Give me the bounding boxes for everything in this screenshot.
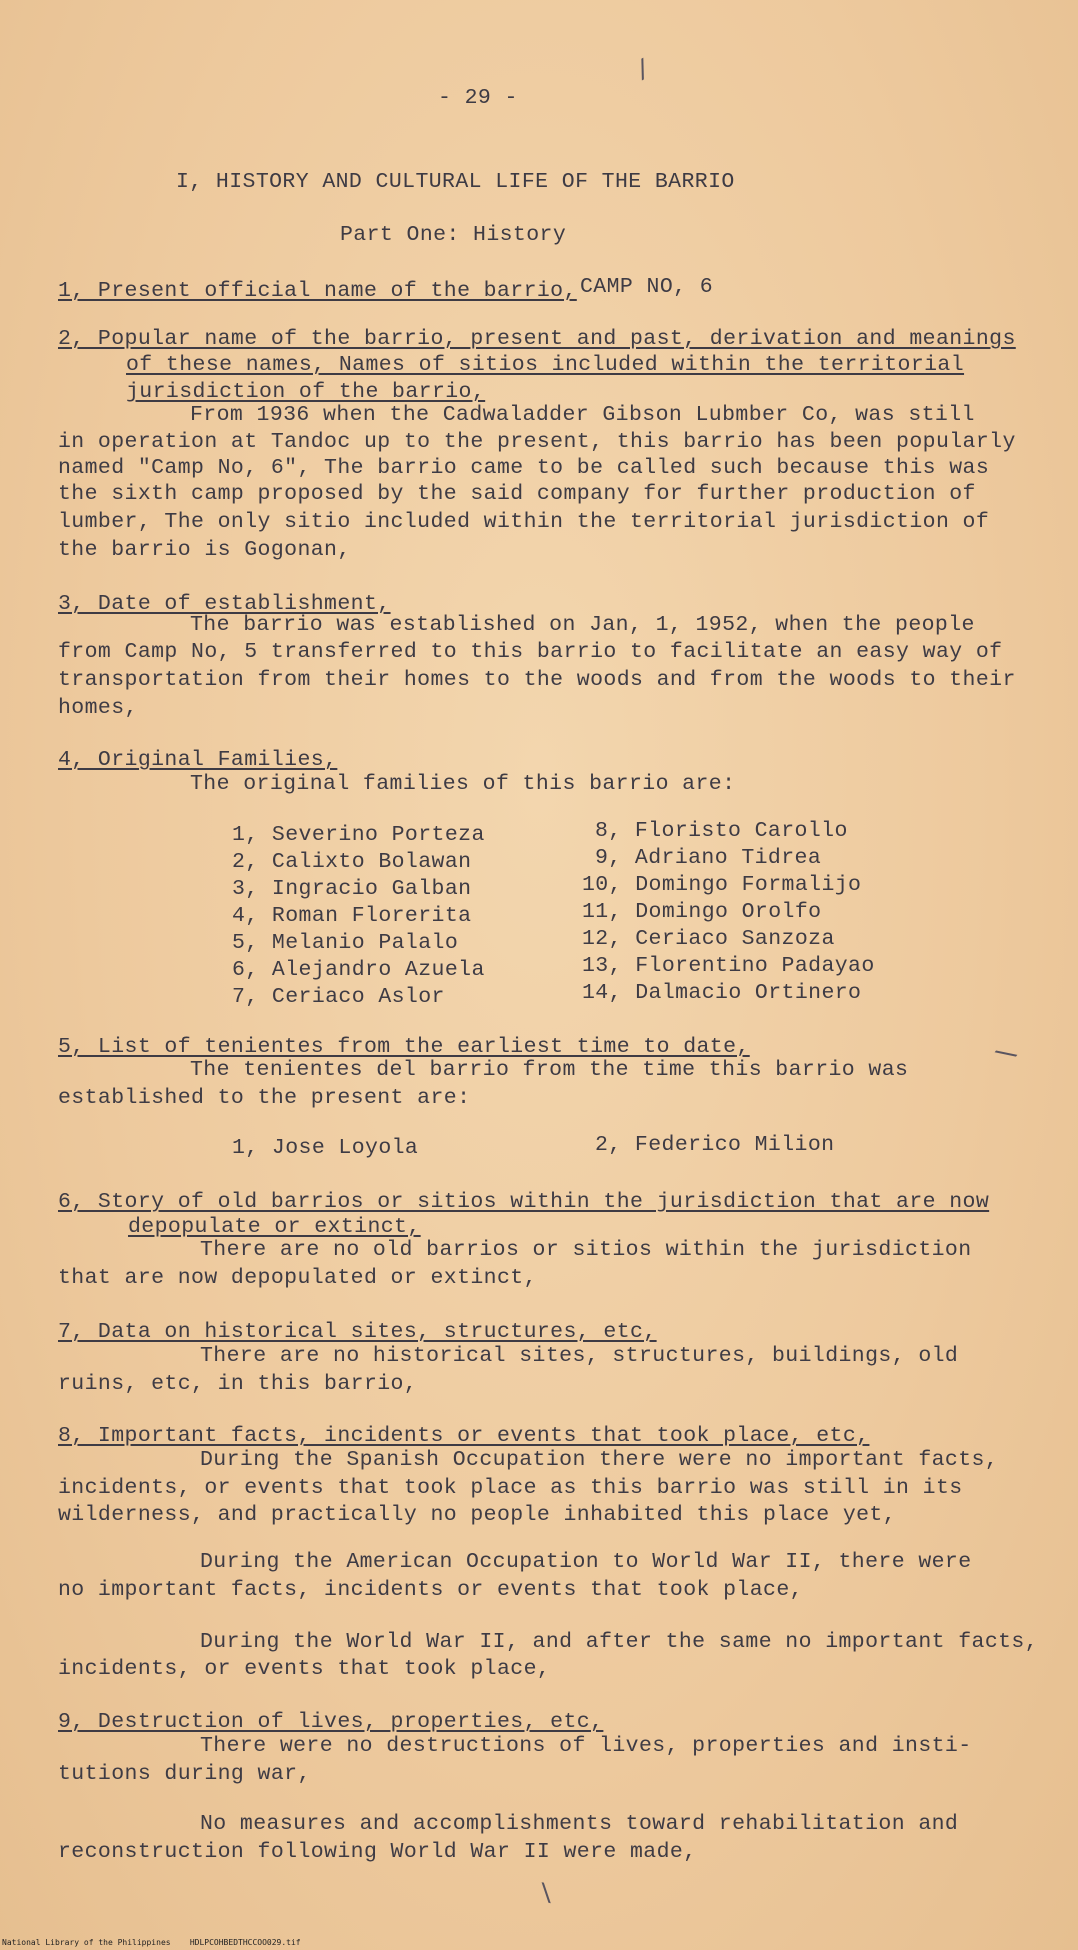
item2-body-line: named "Camp No, 6", The barrio came to be called such because this was xyxy=(58,456,990,480)
item3-body-line: transportation from their homes to the woods and from the woods to their xyxy=(58,668,1016,692)
item8-para3-line: incidents, or events that took place, xyxy=(58,1657,551,1681)
family-item: 3, Ingracio Galban xyxy=(232,877,472,901)
family-item: 10, Domingo Formalijo xyxy=(582,873,862,897)
item3-body-line: The barrio was established on Jan, 1, 1952, when the people xyxy=(190,613,975,637)
family-item: 11, Domingo Orolfo xyxy=(582,900,822,924)
item8-para1-line: wilderness, and practically no people inhabited this place yet, xyxy=(58,1503,897,1527)
pen-mark: \ xyxy=(991,1039,1025,1071)
teniente-item: 1, Jose Loyola xyxy=(232,1136,419,1160)
item2-body-line: the barrio is Gogonan, xyxy=(58,538,351,562)
item5-body-line: established to the present are: xyxy=(58,1086,471,1110)
item8-para2-line: no important facts, incidents or events that took place, xyxy=(58,1578,803,1602)
item4-intro: The original families of this barrio are: xyxy=(190,772,736,796)
section-title: I, HISTORY AND CULTURAL LIFE OF THE BARRIO xyxy=(176,170,735,194)
item2-body-line: From 1936 when the Cadwaladder Gibson Lubmber Co, was still xyxy=(190,403,975,427)
item1-heading: 1, Present official name of the barrio, xyxy=(58,279,577,303)
item9-para2-line: reconstruction following World War II were made, xyxy=(58,1840,697,1864)
item9-heading: 9, Destruction of lives, properties, etc, xyxy=(58,1710,604,1734)
item4-heading: 4, Original Families, xyxy=(58,748,338,772)
item1-value: CAMP NO, 6 xyxy=(580,275,714,299)
family-item: 8, Floristo Carollo xyxy=(595,819,848,843)
item6-body-line: There are no old barrios or sitios within the jurisdiction xyxy=(200,1238,972,1262)
family-item: 6, Alejandro Azuela xyxy=(232,958,485,982)
item5-body-line: The tenientes del barrio from the time this barrio was xyxy=(190,1058,909,1082)
family-item: 9, Adriano Tidrea xyxy=(595,846,822,870)
item2-heading-line: 2, Popular name of the barrio, present and past, derivation and meanings xyxy=(58,327,1016,351)
item9-para2-line: No measures and accomplishments toward rehabilitation and xyxy=(200,1812,959,1836)
item7-body-line: ruins, etc, in this barrio, xyxy=(58,1372,418,1396)
family-item: 2, Calixto Bolawan xyxy=(232,850,472,874)
family-item: 1, Severino Porteza xyxy=(232,823,485,847)
teniente-item: 2, Federico Milion xyxy=(595,1133,835,1157)
item7-body-line: There are no historical sites, structures, buildings, old xyxy=(200,1344,959,1368)
item3-body-line: homes, xyxy=(58,696,138,720)
item8-heading: 8, Important facts, incidents or events that took place, etc, xyxy=(58,1424,870,1448)
item3-heading: 3, Date of establishment, xyxy=(58,592,391,616)
family-item: 5, Melanio Palalo xyxy=(232,931,459,955)
item8-para1-line: During the Spanish Occupation there were no important facts, xyxy=(200,1448,999,1472)
family-item: 12, Ceriaco Sanzoza xyxy=(582,927,835,951)
item8-para1-line: incidents, or events that took place as this barrio was still in its xyxy=(58,1476,963,1500)
archive-footer: National Library of the Philippines HDLPCOHBEDTHCCOO029.tif xyxy=(2,1938,301,1947)
item8-para3-line: During the World War II, and after the same no important facts, xyxy=(200,1630,1039,1654)
item9-para1-line: There were no destructions of lives, properties and insti- xyxy=(200,1734,972,1758)
family-item: 13, Florentino Padayao xyxy=(582,954,875,978)
item6-heading-line: depopulate or extinct, xyxy=(128,1215,421,1239)
part-title: Part One: History xyxy=(340,223,567,247)
item9-para1-line: tutions during war, xyxy=(58,1762,311,1786)
item6-body-line: that are now depopulated or extinct, xyxy=(58,1266,537,1290)
pen-mark: \ xyxy=(535,1878,557,1912)
item2-heading-line: of these names, Names of sitios included within the territorial xyxy=(126,353,965,377)
item2-body-line: in operation at Tandoc up to the present, this barrio has been popularly xyxy=(58,430,1016,454)
family-item: 4, Roman Florerita xyxy=(232,904,472,928)
family-item: 7, Ceriaco Aslor xyxy=(232,985,445,1009)
item7-heading: 7, Data on historical sites, structures, etc, xyxy=(58,1320,657,1344)
item8-para2-line: During the American Occupation to World War II, there were xyxy=(200,1550,972,1574)
item3-body-line: from Camp No, 5 transferred to this barrio to facilitate an easy way of xyxy=(58,640,1003,664)
item2-body-line: the sixth camp proposed by the said company for further production of xyxy=(58,482,976,506)
item5-heading: 5, List of tenientes from the earliest time to date, xyxy=(58,1035,750,1059)
item2-body-line: lumber, The only sitio included within the territorial jurisdiction of xyxy=(58,510,990,534)
family-item: 14, Dalmacio Ortinero xyxy=(582,981,862,1005)
item2-heading-line: jurisdiction of the barrio, xyxy=(126,380,486,404)
page-number: - 29 - xyxy=(438,86,518,110)
item6-heading-line: 6, Story of old barrios or sitios within the jurisdiction that are now xyxy=(58,1190,990,1214)
pen-mark: / xyxy=(629,54,659,88)
